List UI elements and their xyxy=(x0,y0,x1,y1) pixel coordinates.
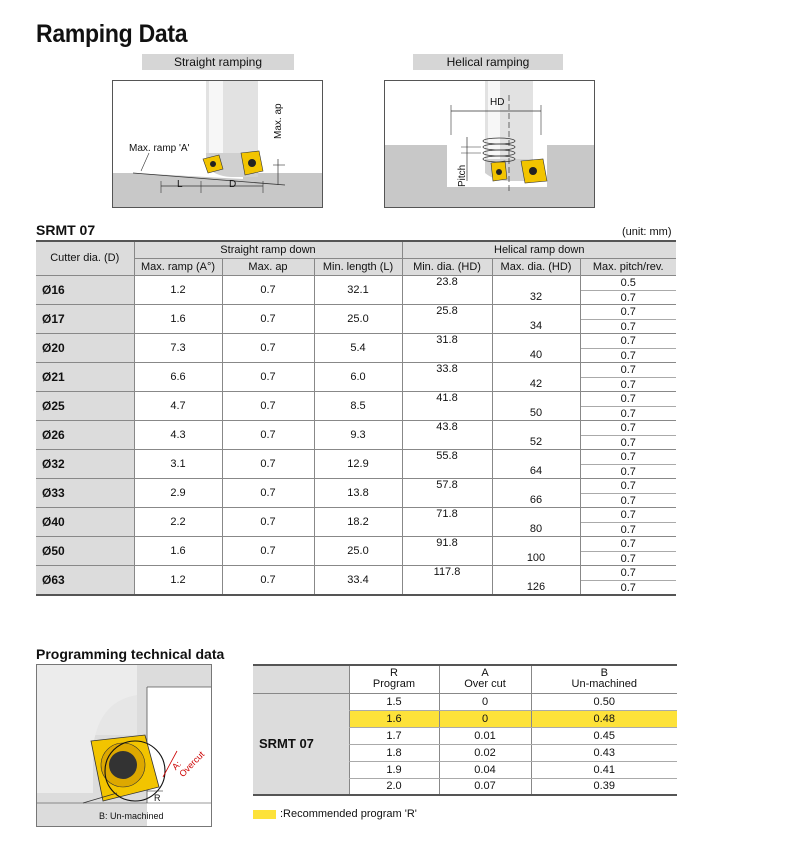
pitch-at-max-dia: 0.7 xyxy=(620,581,636,594)
recommended-swatch xyxy=(253,810,276,819)
pitch-at-max-dia: 0.7 xyxy=(620,494,636,507)
unmachined-value-cell: 0.45 xyxy=(531,727,677,744)
pitch-at-max-dia: 0.7 xyxy=(620,291,636,304)
programming-table xyxy=(253,664,677,796)
straight-ramping-label: Straight ramping xyxy=(142,54,294,70)
pitch-at-min-dia: 0.5 xyxy=(581,276,677,291)
overcut-value-cell: 0 xyxy=(439,693,531,710)
max-ap-cell: 0.7 xyxy=(222,304,314,333)
max-ap-cell: 0.7 xyxy=(222,362,314,391)
cutter-dia-header: Cutter dia. (D) xyxy=(36,241,134,275)
max-pitch-cell xyxy=(580,362,676,391)
helical-ramp-header: Helical ramp down xyxy=(402,241,676,258)
a-overcut-header xyxy=(439,665,531,693)
a-header: A xyxy=(481,667,489,680)
pitch-at-max-dia: 0.7 xyxy=(620,349,636,362)
helical-ramping-label: Helical ramping xyxy=(413,54,563,70)
pitch-at-max-dia: 0.7 xyxy=(620,407,636,420)
max-dia-cell: 52 xyxy=(492,420,580,449)
max-ramp-cell: 1.2 xyxy=(134,565,222,595)
l-label: L xyxy=(177,179,183,190)
pitch-at-max-dia: 0.7 xyxy=(620,552,636,565)
pitch-at-min-dia: 0.7 xyxy=(581,334,677,349)
max-ramp-cell: 7.3 xyxy=(134,333,222,362)
b-sub-header: Un-machined xyxy=(571,678,637,691)
max-ap-label: Max. ap xyxy=(273,103,284,139)
max-ap-cell: 0.7 xyxy=(222,420,314,449)
overcut-value-cell: 0.04 xyxy=(439,761,531,778)
table-row xyxy=(36,478,676,507)
table-row xyxy=(36,420,676,449)
max-pitch-cell xyxy=(580,507,676,536)
r-value-cell: 1.8 xyxy=(349,744,439,761)
min-length-cell: 12.9 xyxy=(314,449,402,478)
r-header: R xyxy=(390,667,398,680)
ramping-data-table xyxy=(36,240,676,596)
pitch-at-max-dia: 0.7 xyxy=(620,523,636,536)
max-pitch-cell xyxy=(580,333,676,362)
r-value-cell: 2.0 xyxy=(349,778,439,795)
pitch-at-max-dia: 0.7 xyxy=(620,320,636,333)
table-row xyxy=(36,565,676,595)
max-ramp-cell: 3.1 xyxy=(134,449,222,478)
min-length-cell: 25.0 xyxy=(314,536,402,565)
min-length-cell: 8.5 xyxy=(314,391,402,420)
max-dia-cell: 32 xyxy=(492,275,580,304)
overcut-value-cell: 0.01 xyxy=(439,727,531,744)
min-length-cell: 18.2 xyxy=(314,507,402,536)
max-ap-cell: 0.7 xyxy=(222,449,314,478)
max-ap-cell: 0.7 xyxy=(222,391,314,420)
unit-label: (unit: mm) xyxy=(622,226,672,238)
table-row xyxy=(36,275,676,304)
max-dia-cell: 66 xyxy=(492,478,580,507)
min-dia-header: Min. dia. (HD) xyxy=(402,258,492,275)
max-ramp-a-label: Max. ramp 'A' xyxy=(129,143,190,154)
series-header xyxy=(253,665,349,693)
cutter-dia-cell: Ø17 xyxy=(36,304,134,333)
programming-title: Programming technical data xyxy=(36,646,225,662)
table-row xyxy=(36,304,676,333)
min-length-cell: 33.4 xyxy=(314,565,402,595)
max-ramp-cell: 1.6 xyxy=(134,536,222,565)
unmachined-value-cell: 0.41 xyxy=(531,761,677,778)
max-pitch-cell xyxy=(580,449,676,478)
helical-ramping-diagram xyxy=(384,80,595,208)
max-dia-cell: 80 xyxy=(492,507,580,536)
min-length-cell: 25.0 xyxy=(314,304,402,333)
r-program-header xyxy=(349,665,439,693)
max-ap-cell: 0.7 xyxy=(222,507,314,536)
overcut-value-cell: 0.07 xyxy=(439,778,531,795)
cutter-dia-cell: Ø40 xyxy=(36,507,134,536)
table-row xyxy=(36,362,676,391)
table-row xyxy=(253,693,677,710)
b-unmachined-header xyxy=(531,665,677,693)
max-ap-cell: 0.7 xyxy=(222,565,314,595)
min-dia-cell: 91.8 xyxy=(402,536,492,565)
max-ap-header: Max. ap xyxy=(222,258,314,275)
max-ramp-cell: 6.6 xyxy=(134,362,222,391)
min-dia-cell: 33.8 xyxy=(402,362,492,391)
max-pitch-header: Max. pitch/rev. xyxy=(580,258,676,275)
max-ap-cell: 0.7 xyxy=(222,478,314,507)
overcut-value-cell: 0.02 xyxy=(439,744,531,761)
table-row xyxy=(36,333,676,362)
r-diagram-label: R xyxy=(154,793,161,803)
pitch-at-min-dia: 0.7 xyxy=(581,508,677,523)
table-row xyxy=(36,449,676,478)
max-dia-cell: 126 xyxy=(492,565,580,595)
max-dia-cell: 50 xyxy=(492,391,580,420)
unmachined-label: B: Un-machined xyxy=(99,811,164,821)
pitch-label: Pitch xyxy=(457,164,468,187)
min-dia-cell: 57.8 xyxy=(402,478,492,507)
unmachined-value-cell: 0.43 xyxy=(531,744,677,761)
a-sub-header: Over cut xyxy=(464,678,506,691)
cutter-dia-cell: Ø25 xyxy=(36,391,134,420)
max-pitch-cell xyxy=(580,304,676,333)
min-dia-cell: 55.8 xyxy=(402,449,492,478)
d-label: D xyxy=(229,179,237,190)
cutter-dia-cell: Ø20 xyxy=(36,333,134,362)
min-dia-cell: 25.8 xyxy=(402,304,492,333)
pitch-at-max-dia: 0.7 xyxy=(620,436,636,449)
table-row xyxy=(36,507,676,536)
min-dia-cell: 23.8 xyxy=(402,275,492,304)
pitch-at-min-dia: 0.7 xyxy=(581,363,677,378)
r-sub-header: Program xyxy=(372,678,416,691)
cutter-dia-cell: Ø33 xyxy=(36,478,134,507)
max-pitch-cell xyxy=(580,391,676,420)
r-value-cell: 1.9 xyxy=(349,761,439,778)
min-length-cell: 5.4 xyxy=(314,333,402,362)
r-value-cell: 1.5 xyxy=(349,693,439,710)
table-row xyxy=(36,391,676,420)
max-ap-cell: 0.7 xyxy=(222,333,314,362)
max-ap-cell: 0.7 xyxy=(222,275,314,304)
pitch-at-min-dia: 0.7 xyxy=(581,537,677,552)
pitch-at-min-dia: 0.7 xyxy=(581,566,677,581)
pitch-at-max-dia: 0.7 xyxy=(620,465,636,478)
b-header: B xyxy=(600,667,608,680)
min-dia-cell: 41.8 xyxy=(402,391,492,420)
min-dia-cell: 43.8 xyxy=(402,420,492,449)
max-ramp-cell: 1.2 xyxy=(134,275,222,304)
r-value-cell: 1.6 xyxy=(349,710,439,727)
hd-label: HD xyxy=(490,97,505,108)
cutter-dia-cell: Ø32 xyxy=(36,449,134,478)
unmachined-value-cell: 0.50 xyxy=(531,693,677,710)
min-length-cell: 13.8 xyxy=(314,478,402,507)
max-ramp-cell: 2.2 xyxy=(134,507,222,536)
min-length-header: Min. length (L) xyxy=(314,258,402,275)
page-title: Ramping Data xyxy=(36,20,188,48)
max-ramp-cell: 2.9 xyxy=(134,478,222,507)
max-ap-cell: 0.7 xyxy=(222,536,314,565)
max-pitch-cell xyxy=(580,478,676,507)
pitch-at-min-dia: 0.7 xyxy=(581,392,677,407)
cutter-dia-cell: Ø63 xyxy=(36,565,134,595)
series-cell: SRMT 07 xyxy=(253,693,349,795)
max-pitch-cell xyxy=(580,536,676,565)
overcut-label: A: Overcut xyxy=(170,749,207,779)
min-length-cell: 32.1 xyxy=(314,275,402,304)
pitch-at-min-dia: 0.7 xyxy=(581,450,677,465)
max-dia-cell: 42 xyxy=(492,362,580,391)
max-dia-cell: 64 xyxy=(492,449,580,478)
max-pitch-cell xyxy=(580,420,676,449)
min-dia-cell: 71.8 xyxy=(402,507,492,536)
pitch-at-min-dia: 0.7 xyxy=(581,421,677,436)
min-dia-cell: 117.8 xyxy=(402,565,492,595)
legend-text: :Recommended program 'R' xyxy=(280,808,417,820)
pitch-at-min-dia: 0.7 xyxy=(581,305,677,320)
cutter-dia-cell: Ø21 xyxy=(36,362,134,391)
cutter-dia-cell: Ø16 xyxy=(36,275,134,304)
unmachined-value-cell: 0.39 xyxy=(531,778,677,795)
max-dia-cell: 100 xyxy=(492,536,580,565)
max-pitch-cell xyxy=(580,565,676,595)
max-dia-cell: 34 xyxy=(492,304,580,333)
cutter-dia-cell: Ø50 xyxy=(36,536,134,565)
min-length-cell: 9.3 xyxy=(314,420,402,449)
max-ramp-header: Max. ramp (A°) xyxy=(134,258,222,275)
min-length-cell: 6.0 xyxy=(314,362,402,391)
r-value-cell: 1.7 xyxy=(349,727,439,744)
programming-diagram xyxy=(36,664,212,827)
table-row xyxy=(36,536,676,565)
straight-ramping-diagram xyxy=(112,80,323,208)
cutter-dia-cell: Ø26 xyxy=(36,420,134,449)
overcut-value-cell: 0 xyxy=(439,710,531,727)
max-dia-cell: 40 xyxy=(492,333,580,362)
max-pitch-cell xyxy=(580,275,676,304)
max-ramp-cell: 4.3 xyxy=(134,420,222,449)
max-dia-header: Max. dia. (HD) xyxy=(492,258,580,275)
pitch-at-min-dia: 0.7 xyxy=(581,479,677,494)
min-dia-cell: 31.8 xyxy=(402,333,492,362)
max-ramp-cell: 4.7 xyxy=(134,391,222,420)
unmachined-value-cell: 0.48 xyxy=(531,710,677,727)
straight-ramp-header: Straight ramp down xyxy=(134,241,402,258)
pitch-at-max-dia: 0.7 xyxy=(620,378,636,391)
max-ramp-cell: 1.6 xyxy=(134,304,222,333)
table-name: SRMT 07 xyxy=(36,222,96,238)
